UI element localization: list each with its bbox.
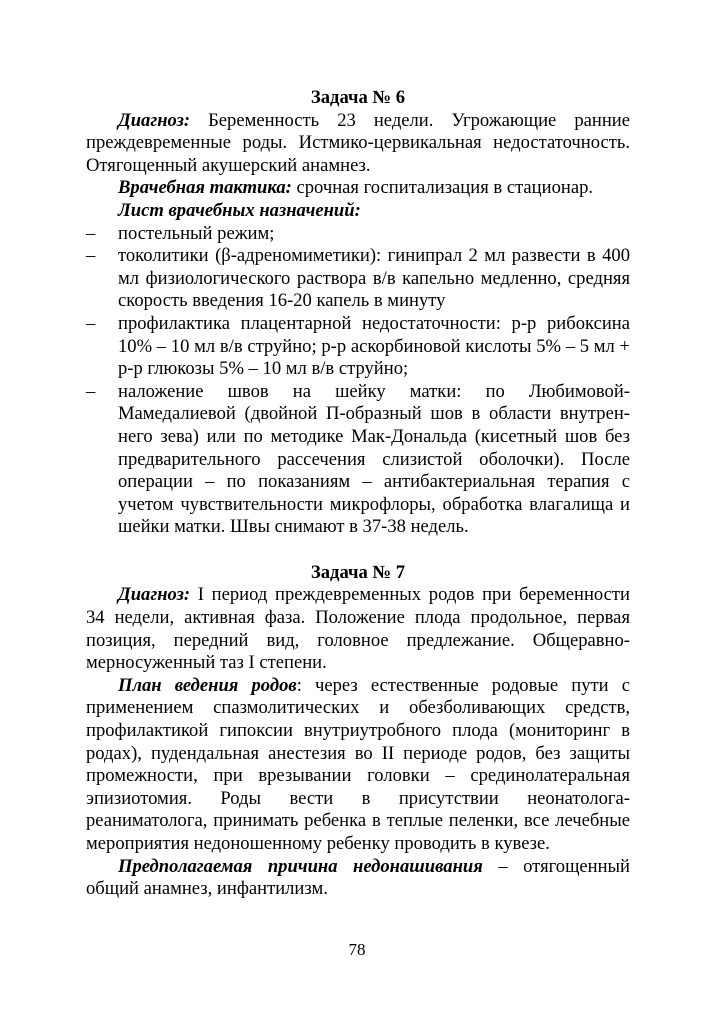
page-number: 78 bbox=[348, 940, 366, 959]
task-7-cause bbox=[86, 856, 630, 901]
task-7-cause-text: – отягощенный общий анамнез, инфантилизм. bbox=[86, 855, 630, 900]
task-7-plan-label: План ведения родов bbox=[118, 674, 297, 696]
task-6-prescriptions-heading bbox=[86, 200, 630, 223]
task-7-cause-label: Предполагаемая причина недонашивания bbox=[118, 855, 483, 877]
task-7-diagnosis-text: I период преждевременных родов при беременности 34 недели, активная фаза. Положение плода продольное, первая позиция, передний вид, головное предлежание. Общеравномерносуженный таз I степени. bbox=[86, 584, 630, 674]
task-7-diagnosis-label: Диагноз: bbox=[118, 584, 191, 606]
task-7-plan bbox=[86, 675, 630, 856]
task-6-diagnosis-label: Диагноз: bbox=[118, 109, 191, 131]
task-7-title: Задача № 7 bbox=[310, 561, 406, 583]
list-item: – профилактика плацентарной недостаточности: р-р рибоксина 10% – 10 мл в/в струйно; р-р аскорбиновой кислоты 5% – 5 мл + р-р глюкозы 5% – 10 мл в/в струйно; bbox=[86, 313, 630, 381]
task-6-title: Задача № 6 bbox=[310, 87, 406, 108]
task-6-tactics-text: срочная госпитализация в стационар. bbox=[296, 177, 594, 199]
list-item: – постельный режим; bbox=[86, 223, 630, 246]
list-item: – токолитики (β-адреномиметики): гинипрал 2 мл развести в 400 мл физиологического раствора в/в капельно медленно, средняя скорость введения 16-20 капель в минуту bbox=[86, 245, 630, 313]
task-6-diagnosis-text: Беременность 23 недели. Угрожающие ранние преждевременные роды. Истмико-цервикальная недостаточность. Отягощенный акушерский анамнез. bbox=[86, 109, 630, 176]
task-6-prescriptions-label: Лист врачебных назначений: bbox=[118, 199, 361, 221]
document-page bbox=[86, 0, 630, 901]
task-6-tactics bbox=[86, 177, 630, 200]
task-7-plan-text: : через естественные родовые пути с применением спазмолитических и обезболивающих средств, профилактикой гипоксии внутриутробного плода (мониторинг в родах), пудендальная анестезия во II периоде родов, без защиты промежности, при врезывании головки – срединолатеральная эпизиотомия. Роды вести в присутствии неонатолога-реаниматолога, принимать ребенка в теплые пеленки, все лечебные мероприятия недоношенному ребенку проводить в кувезе. bbox=[86, 674, 630, 854]
task-6-diagnosis bbox=[86, 110, 630, 178]
task-6-prescription-list bbox=[86, 223, 630, 539]
task-6-tactics-label: Врачебная тактика: bbox=[118, 177, 292, 199]
list-item: – наложение швов на шейку матки: по Любимовой-Мамедалиевой (двойной П-образный шов в области внутреннего зева) или по методике Мак-Дональда (кисетный шов без предварительного рассечения слизистой оболочки). После операции – по показаниям – антибактериальная терапия с учетом чувствительности микрофлоры, обработка влагалища и шейки матки. Швы снимают в 37-38 недель. bbox=[86, 381, 630, 539]
task-7-diagnosis bbox=[86, 584, 630, 674]
